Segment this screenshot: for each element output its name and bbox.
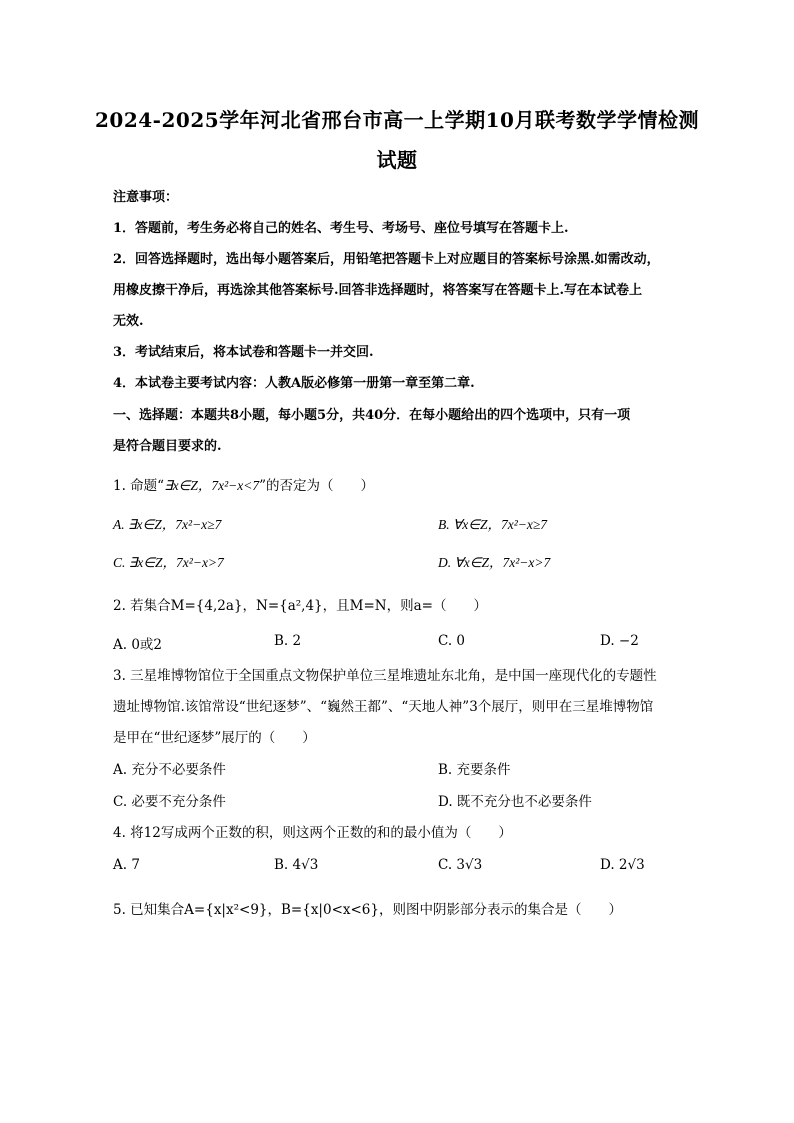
q2-option-c: C. 0 — [438, 633, 466, 649]
q2-option-d: D. −2 — [600, 633, 639, 649]
q1-option-d: D. ∀x∈Z，7x²−x>7 — [438, 555, 551, 570]
q1-stem-math: ∃x∈Z，7x²−x<7 — [164, 478, 260, 493]
question-5-stem: 5. 已知集合A={x|x²<9}，B={x|0<x<6}，则图中阴影部分表示的集合是（ ） — [113, 902, 622, 918]
q4-option-a: A. 7 — [113, 857, 140, 873]
q3-option-d: D. 既不充分也不必要条件 — [438, 794, 592, 810]
q4-option-d: D. 2√3 — [600, 857, 645, 873]
q1-stem-suffix: ”的否定为（ ） — [259, 478, 375, 494]
notice-item-2-line-3: 无效. — [113, 314, 144, 329]
section-heading-line-1: 一、选择题：本题共8小题，每小题5分，共40分．在每小题给出的四个选项中，只有一项 — [113, 408, 631, 423]
title-line-2: 试题 — [376, 148, 418, 172]
q4-option-c: C. 3√3 — [438, 857, 483, 873]
q2-option-a: A. 0或2 — [113, 637, 163, 653]
q3-option-a: A. 充分不必要条件 — [113, 762, 226, 778]
notice-item-2-line-1: 2．回答选择题时，选出每小题答案后，用铅笔把答题卡上对应题目的答案标号涂黑.如需改动， — [113, 252, 660, 267]
q1-option-c: C. ∃x∈Z，7x²−x>7 — [113, 555, 224, 570]
question-4-stem: 4. 将12写成两个正数的积，则这两个正数的和的最小值为（ ） — [113, 825, 512, 841]
q1-option-b: B. ∀x∈Z，7x²−x≥7 — [438, 517, 548, 532]
question-1-stem — [113, 474, 374, 494]
notice-item-3: 3．考试结束后，将本试卷和答题卡一并交回. — [113, 345, 374, 360]
q3-option-b: B. 充要条件 — [438, 762, 511, 778]
question-3-line-1: 3. 三星堆博物馆位于全国重点文物保护单位三星堆遗址东北角，是中国一座现代化的专题性 — [113, 668, 657, 684]
notice-item-2-line-2: 用橡皮擦干净后，再选涂其他答案标号.回答非选择题时，将答案写在答题卡上.写在本试卷上 — [113, 283, 643, 298]
question-3-line-3: 是甲在“世纪逐梦”展厅的（ ） — [113, 730, 316, 746]
notice-item-4: 4．本试卷主要考试内容：人教A版必修第一册第一章至第二章. — [113, 376, 475, 391]
title-line-1: 2024-2025学年河北省邢台市高一上学期10月联考数学学情检测 — [95, 108, 699, 132]
notice-heading: 注意事项： — [113, 190, 179, 205]
q3-option-c: C. 必要不充分条件 — [113, 794, 226, 810]
q1-stem-prefix: 1. 命题“ — [113, 478, 165, 494]
q1-option-a: A. ∃x∈Z，7x²−x≥7 — [113, 517, 222, 532]
question-3-line-2: 遗址博物馆.该馆常设“世纪逐梦”、“巍然王都”、“天地人神”3个展厅，则甲在三星堆博物馆 — [113, 699, 654, 715]
question-2-stem: 2. 若集合M={4,2a}，N={a²,4}，且M=N，则a=（ ） — [113, 598, 487, 614]
q4-option-b: B. 4√3 — [274, 857, 319, 873]
q2-option-b: B. 2 — [274, 633, 302, 649]
notice-item-1: 1．答题前，考生务必将自己的姓名、考生号、考场号、座位号填写在答题卡上. — [113, 221, 569, 236]
section-heading-line-2: 是符合题目要求的. — [113, 439, 222, 454]
